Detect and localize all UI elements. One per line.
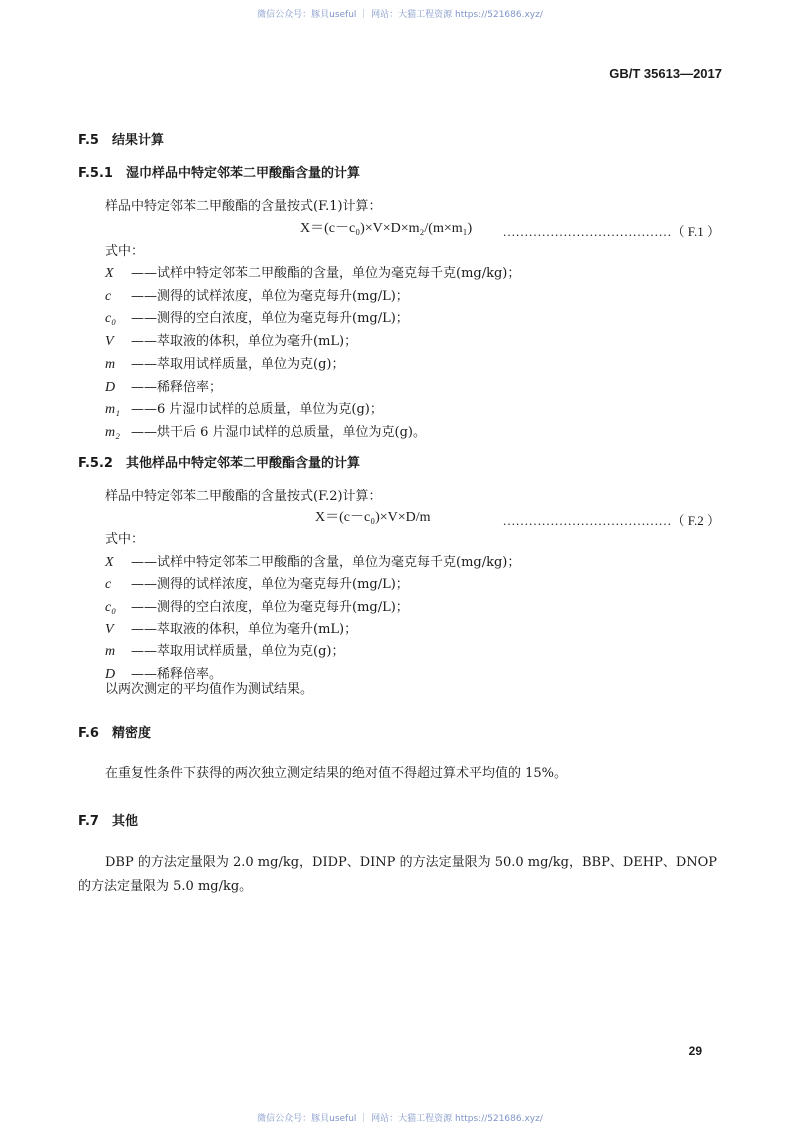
f6-text: 在重复性条件下获得的两次独立测定结果的绝对值不得超过算术平均值的 15%。 <box>105 766 568 781</box>
definition-text: ——萃取液的体积，单位为毫升(mL)； <box>131 621 358 637</box>
definition-symbol: X <box>105 555 114 570</box>
formula-f2-tag: …………………………………（ F.2 ） <box>502 513 720 528</box>
definition-text: ——6 片湿巾试样的总质量，单位为克(g)； <box>131 402 383 418</box>
definition-item <box>105 311 409 327</box>
section-f51-title: F.5.1 湿巾样品中特定邻苯二甲酸酯含量的计算 <box>78 166 360 181</box>
definition-text: ——萃取用试样质量，单位为克(g)； <box>131 356 345 372</box>
definition-symbol: c₀ <box>105 311 117 327</box>
definition-symbol: m <box>105 356 116 372</box>
definition-item <box>105 622 357 638</box>
f7-line2: 的方法定量限为 5.0 mg/kg。 <box>78 879 253 894</box>
definition-text: ——测得的空白浓度，单位为毫克每升(mg/L)； <box>131 311 409 327</box>
definition-symbol: c <box>105 288 112 304</box>
definition-symbol: D <box>105 379 116 395</box>
f52-intro: 样品中特定邻苯二甲酸酯的含量按式(F.2)计算： <box>105 489 382 504</box>
definition-text: ——测得的试样浓度，单位为毫克每升(mg/L)； <box>131 577 409 593</box>
standard-number: GB/T 35613—2017 <box>609 66 722 81</box>
f51-intro: 样品中特定邻苯二甲酸酯的含量按式(F.1)计算： <box>105 199 382 214</box>
definition-symbol: m <box>105 644 116 660</box>
definition-text: ——萃取用试样质量，单位为克(g)； <box>131 644 345 660</box>
definition-item <box>105 289 409 305</box>
definition-text: ——试样中特定邻苯二甲酸酯的含量，单位为毫克每千克(mg/kg)； <box>131 555 521 570</box>
definition-text: ——萃取液的体积，单位为毫升(mL)； <box>131 334 358 350</box>
definition-item <box>105 555 520 571</box>
definition-item <box>105 667 222 683</box>
definition-text: ——稀释倍率。 <box>131 666 223 682</box>
definition-symbol: c₀ <box>105 599 117 615</box>
f52-where: 式中： <box>105 532 145 547</box>
definition-item <box>105 644 344 660</box>
f52-result: 以两次测定的平均值作为测试结果。 <box>105 682 314 697</box>
definition-item <box>105 600 409 616</box>
definition-symbol: m₁ <box>105 402 120 418</box>
definition-text: ——测得的试样浓度，单位为毫克每升(mg/L)； <box>131 288 409 304</box>
definition-text: ——测得的空白浓度，单位为毫克每升(mg/L)； <box>131 599 409 615</box>
definition-item <box>105 380 222 396</box>
definition-symbol: m₂ <box>105 424 120 440</box>
watermark-top: 微信公众号：豚貝useful ｜ 网站：大猫工程资源 https://521686.xyz/ <box>257 10 543 20</box>
definition-text: ——试样中特定邻苯二甲酸酯的含量，单位为毫克每千克(mg/kg)； <box>131 266 521 281</box>
section-f52-title: F.5.2 其他样品中特定邻苯二甲酸酯含量的计算 <box>78 456 360 471</box>
f7-line1: DBP 的方法定量限为 2.0 mg/kg，DIDP、DINP 的方法定量限为 50.0 mg/kg，BBP、DEHP、DNOP <box>105 855 718 870</box>
definition-symbol: V <box>105 621 114 637</box>
definition-symbol: c <box>105 577 112 593</box>
definition-symbol: V <box>105 334 114 350</box>
definition-symbol: D <box>105 666 116 682</box>
f51-where: 式中： <box>105 244 145 259</box>
definition-symbol: X <box>105 266 114 281</box>
definition-item <box>105 266 520 282</box>
section-f5-title: F.5 结果计算 <box>78 133 164 148</box>
formula-f1: X＝(c－c₀)×V×D×m₂/(m×m₁) <box>300 221 473 236</box>
definition-item <box>105 334 357 350</box>
definition-item <box>105 577 409 593</box>
formula-f2: X＝(c－c₀)×V×D/m <box>315 510 431 525</box>
definition-item <box>105 402 383 418</box>
page-number: 29 <box>688 1044 702 1058</box>
definition-item <box>105 425 426 441</box>
section-f6-title: F.6 精密度 <box>78 726 151 741</box>
formula-f1-tag: …………………………………（ F.1 ） <box>502 224 720 239</box>
definition-text: ——稀释倍率； <box>131 379 223 395</box>
watermark-bottom: 微信公众号：豚貝useful ｜ 网站：大猫工程资源 https://521686.xyz/ <box>257 1114 543 1124</box>
section-f7-title: F.7 其他 <box>78 814 138 829</box>
definition-text: ——烘干后 6 片湿巾试样的总质量，单位为克(g)。 <box>131 424 427 440</box>
definition-item <box>105 357 344 373</box>
